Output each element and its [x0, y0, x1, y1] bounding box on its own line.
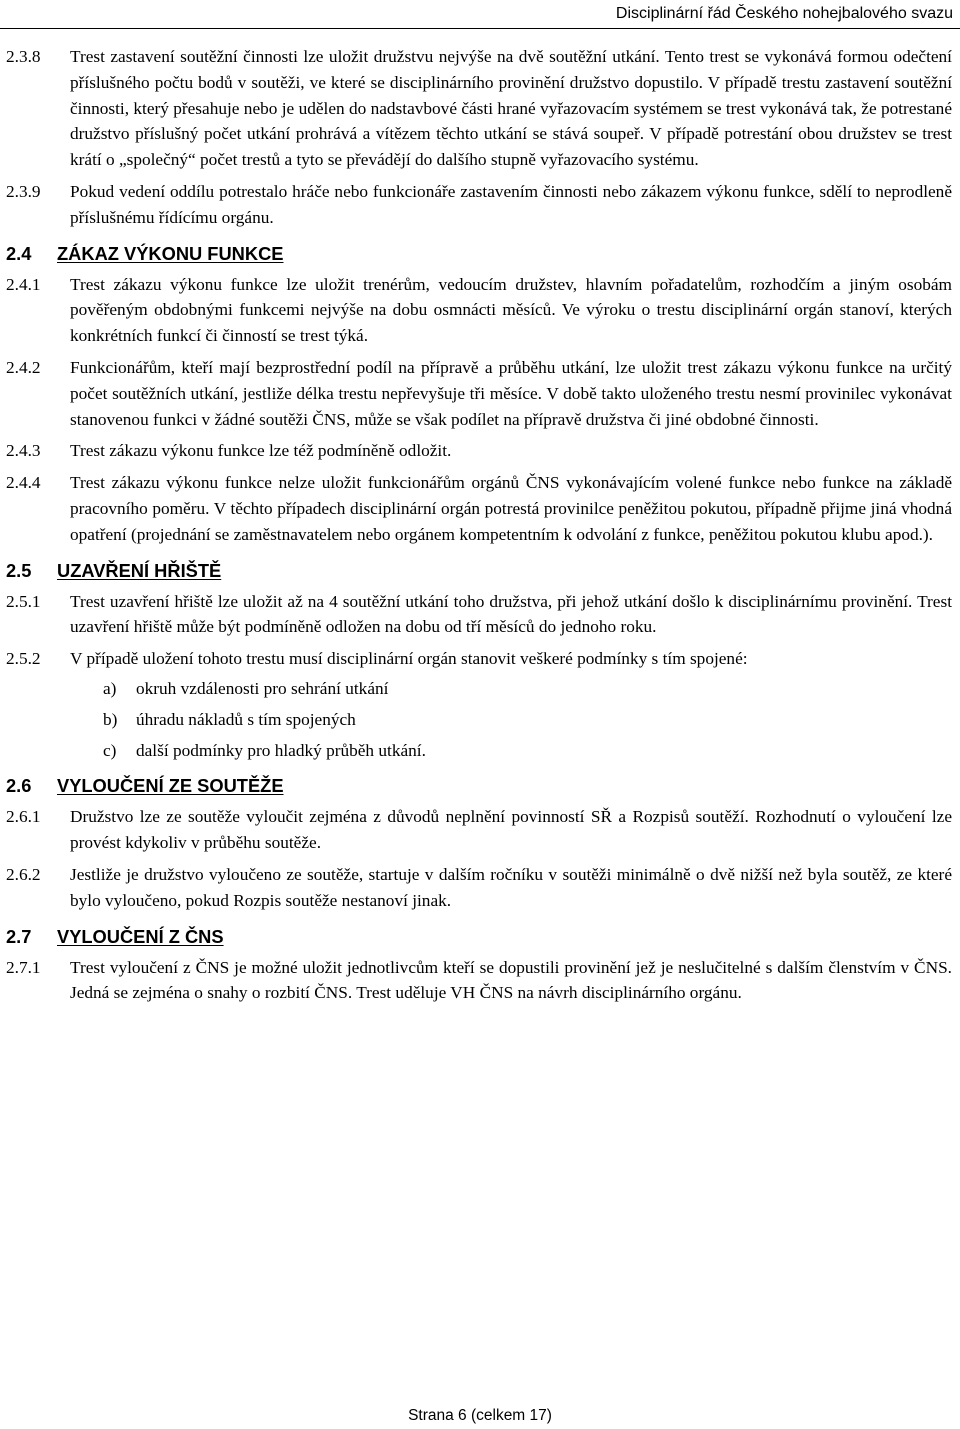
- list-item-letter: b): [103, 709, 118, 729]
- paragraph-2-3-9: [0, 179, 960, 231]
- paragraph-number: 2.4.3: [6, 441, 41, 461]
- paragraph-2-7-1: [0, 955, 960, 1007]
- paragraph-2-5-2: [0, 646, 960, 672]
- paragraph-number: 2.3.9: [6, 181, 41, 201]
- list-item-text: další podmínky pro hladký průběh utkání.: [136, 740, 426, 760]
- section-number: 2.6: [6, 775, 32, 797]
- paragraph-text: Trest zákazu výkonu funkce lze uložit trenérům, vedoucím družstev, hlavním pořadatelům, rozhodčím a jiným osobám pověřeným obdobnými funkcemi nejvýše na dobu osmnácti měsíců. Ve výroku o trestu disciplinární orgán stanoví, kterých konkrétních funkcí či činností se trest týká.: [70, 274, 952, 346]
- list-item-text: úhradu nákladů s tím spojených: [136, 709, 356, 729]
- paragraph-2-6-2: [0, 862, 960, 914]
- paragraph-2-4-3: [0, 438, 960, 464]
- paragraph-text: Trest vyloučení z ČNS je možné uložit jednotlivcům kteří se dopustili provinění jež je neslučitelné s dalším členstvím v ČNS. Jedná se zejména o snahy o rozbití ČNS. Trest uděluje VH ČNS na návrh disciplinárního orgánu.: [70, 957, 952, 1003]
- section-heading-2-7: [0, 924, 960, 949]
- paragraph-number: 2.4.1: [6, 274, 41, 294]
- section-title: UZAVŘENÍ HŘIŠTĚ: [57, 559, 222, 581]
- document-body: [0, 44, 960, 1006]
- header-rule: [0, 28, 960, 29]
- running-header: Disciplinární řád Českého nohejbalového svazu: [615, 5, 953, 22]
- paragraph-text: Trest uzavření hřiště lze uložit až na 4 soutěžní utkání toho družstva, při jehož utkání došlo k disciplinárnímu provinění. Trest uzavření hřiště může být podmíněně odložen na dobu od tří měsíců do jednoho roku.: [70, 591, 952, 637]
- paragraph-text: V případě uložení tohoto trestu musí disciplinární orgán stanovit veškeré podmínky s tím spojené:: [70, 649, 748, 669]
- paragraph-number: 2.4.4: [6, 473, 41, 493]
- paragraph-number: 2.3.8: [6, 47, 41, 66]
- paragraph-2-6-1: [0, 804, 960, 856]
- paragraph-text: Trest zastavení soutěžní činnosti lze uložit družstvu nejvýše na dvě soutěžní utkání. Tento trest se vykonává formou odečtení příslušného počtu bodů v soutěži, ve které se disciplinárního provinění družstvo dopustilo. V případě trestu zastavení soutěžní činnosti, který přesahuje nebo je udělen do nadstavbové části hrané vyřazovacím systémem se trest vykonává tak, že potrestané družstvo příslušný počet utkání prohrává a vítězem těchto utkání se stává soupeř. V případě potrestání obou družstev se trest krátí o „společný“ počet trestů a tyto se převádějí do dalšího stupně vyřazovacího systému.: [70, 47, 952, 170]
- paragraph-text: Pokud vedení oddílu potrestalo hráče nebo funkcionáře zastavením činnosti nebo zákazem výkonu funkce, sdělí to neprodleně příslušnému řídícímu orgánu.: [70, 181, 952, 227]
- paragraph-number: 2.4.2: [6, 357, 41, 377]
- paragraph-text: Trest zákazu výkonu funkce nelze uložit funkcionářům orgánů ČNS vykonávajícím volené funkce nebo funkce na základě pracovního poměru. V těchto případech disciplinární orgán potrestá provinilce peněžitou pokutou, případně přijme jiná vhodná opatření (projednání se zaměstnavatelem nebo orgánem kompetentním k odvolání z funkce, peněžitou pokutou klubu apod.).: [70, 473, 952, 544]
- list-item-letter: c): [103, 740, 117, 760]
- paragraph-2-5-1: [0, 589, 960, 641]
- list-item-letter: a): [103, 678, 117, 698]
- section-title: ZÁKAZ VÝKONU FUNKCE: [57, 242, 284, 264]
- section-number: 2.7: [6, 925, 32, 947]
- paragraph-number: 2.7.1: [6, 957, 41, 977]
- list-item-text: okruh vzdálenosti pro sehrání utkání: [136, 678, 389, 698]
- paragraph-text: Trest zákazu výkonu funkce lze též podmíněně odložit.: [70, 441, 452, 461]
- paragraph-number: 2.6.1: [6, 807, 41, 827]
- paragraph-number: 2.5.1: [6, 591, 41, 611]
- section-number: 2.5: [6, 559, 32, 581]
- paragraph-2-3-8: [0, 44, 960, 173]
- paragraph-2-4-1: [0, 272, 960, 349]
- page-footer: Strana 6 (celkem 17): [408, 1407, 552, 1424]
- section-heading-2-5: [0, 558, 960, 583]
- conditions-list: [0, 676, 960, 763]
- list-item: [103, 676, 960, 702]
- section-heading-2-6: [0, 773, 960, 798]
- list-item: [103, 738, 960, 764]
- paragraph-text: Družstvo lze ze soutěže vyloučit zejména z důvodů neplnění povinností SŘ a Rozpisů soutěží. Rozhodnutí o vyloučení lze provést kdykoliv v průběhu soutěže.: [70, 807, 952, 853]
- paragraph-2-4-4: [0, 470, 960, 547]
- section-title: VYLOUČENÍ Z ČNS: [57, 925, 224, 947]
- section-heading-2-4: [0, 241, 960, 266]
- paragraph-number: 2.6.2: [6, 864, 41, 884]
- section-title: VYLOUČENÍ ZE SOUTĚŽE: [57, 775, 284, 797]
- paragraph-text: Jestliže je družstvo vyloučeno ze soutěže, startuje v dalším ročníku v soutěži minimálně o dvě nižší než byla soutěž, ze které bylo vyloučeno, pokud Rozpis soutěže nestanoví jinak.: [70, 864, 952, 910]
- section-number: 2.4: [6, 242, 32, 264]
- paragraph-2-4-2: [0, 355, 960, 432]
- paragraph-text: Funkcionářům, kteří mají bezprostřední podíl na přípravě a průběhu utkání, lze uložit trest zákazu výkonu funkce na určitý počet soutěžních utkání, jestliže délka trestu nepřevyšuje tři měsíce. V době takto uloženého trestu nesmí provinilec vykonávat stanovenou funkci v žádné soutěži ČNS, může se však podílet na přípravě družstva či jiné obdobné činnosti.: [70, 357, 952, 429]
- paragraph-number: 2.5.2: [6, 649, 41, 669]
- list-item: [103, 707, 960, 733]
